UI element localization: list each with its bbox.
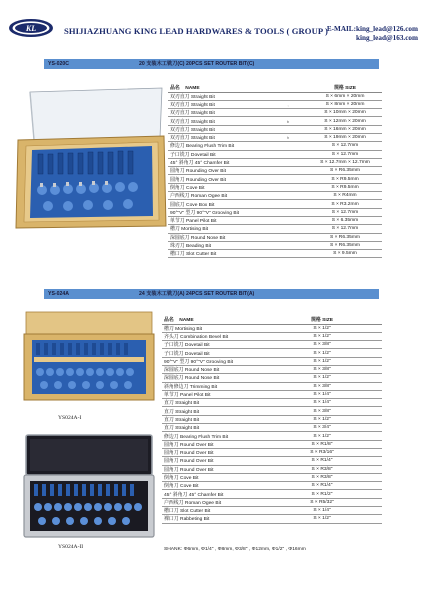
table-row — [168, 133, 382, 141]
row-size: S × 1/2" — [262, 332, 382, 340]
svg-text:KL: KL — [25, 24, 37, 33]
table-row — [162, 424, 382, 432]
table-row — [168, 175, 382, 183]
row-name: 圆底刀 Cove Box Bit — [168, 200, 268, 208]
image-caption-1: YS024A-I — [58, 415, 82, 421]
column-header-size: 规格 SIZE — [308, 84, 382, 92]
row-name: 槽口刀 Slot Cutter Bit — [162, 507, 262, 515]
row-size: S × 1/2" — [262, 374, 382, 382]
row-size: S × 12mm × 20mm — [308, 117, 382, 125]
row-size: S × 3/8" — [262, 382, 382, 390]
table-row — [162, 357, 382, 365]
row-size: S × 12.7mm — [308, 150, 382, 158]
row-name: 户西线刀 Roman Ogee Bit — [168, 192, 268, 200]
row-size: S × 1/2" — [262, 515, 382, 523]
email-contact — [290, 25, 418, 43]
table-row — [168, 158, 382, 166]
row-mark — [268, 150, 308, 158]
row-size: S × R3/8" — [262, 473, 382, 481]
table-row — [162, 490, 382, 498]
row-size: S × 12.7mm — [308, 208, 382, 216]
row-size: S × R5/32" — [262, 498, 382, 506]
email-link-2[interactable]: king_lead@163.com — [356, 34, 418, 42]
parts-table-ys024a — [162, 316, 382, 524]
row-name: 户西线刀 Roman Ogee Bit — [162, 498, 262, 506]
table-header-row — [168, 84, 382, 92]
table-row — [162, 341, 382, 349]
row-name: 深圆底刀 Round Nose Bit — [168, 233, 268, 241]
row-size: S × R1/4" — [262, 482, 382, 490]
row-size: S × 3/8" — [262, 407, 382, 415]
row-name: 槽刀 Mortising Bit — [168, 225, 268, 233]
table-row — [162, 473, 382, 481]
row-name: 深圆底刀 Round Nose Bit — [162, 374, 262, 382]
product-code: YS-024A — [48, 291, 70, 297]
row-size: S × 6.35mm — [308, 216, 382, 224]
image-caption-2: YS024A-II — [58, 544, 84, 550]
table-row — [168, 100, 382, 108]
table-row — [168, 241, 382, 249]
row-name: 双刃直刀 Straight Bit — [168, 100, 268, 108]
row-name: 圆角刀 Round Over Bit — [162, 457, 262, 465]
row-name: 45° 斜角刀 45° Chamfer Bit — [168, 158, 268, 166]
row-size: S × R6.35mm — [308, 233, 382, 241]
section-bar-ys020c — [44, 59, 379, 69]
table-row — [168, 216, 382, 224]
row-size: S × 12.7mm — [308, 225, 382, 233]
row-size: S × R3/8" — [262, 465, 382, 473]
row-name: 倒角刀 Cove Bit — [162, 482, 262, 490]
row-name: 修边刀 Bearing Flush Trim Bit — [168, 142, 268, 150]
table-row — [162, 415, 382, 423]
row-size: S × R6.35mm — [308, 241, 382, 249]
table-row — [162, 457, 382, 465]
row-size: S × R9.5mm — [308, 175, 382, 183]
row-name: 直刀 Straight Bit — [162, 399, 262, 407]
row-name: 双刃直刀 Straight Bit — [168, 125, 268, 133]
row-name: 直刀 Straight Bit — [162, 407, 262, 415]
table-row — [168, 208, 382, 216]
row-size: S × 12.7mm — [308, 142, 382, 150]
table-row — [168, 117, 382, 125]
row-size: S × R1/2" — [262, 490, 382, 498]
row-size: S × 1/4" — [262, 507, 382, 515]
row-size: S × 16mm × 20mm — [308, 125, 382, 133]
table-row — [162, 324, 382, 332]
row-name: 深圆底刀 Round Nose Bit — [162, 365, 262, 373]
row-name: 子口铣刀 Dovetail Bit — [162, 349, 262, 357]
table-row — [162, 374, 382, 382]
row-name: 裸口刀 Rabbeting Bit — [162, 515, 262, 523]
row-mark — [268, 216, 308, 224]
table-row — [162, 482, 382, 490]
table-row — [162, 465, 382, 473]
row-size: S × 1/4" — [262, 399, 382, 407]
row-mark: h — [268, 133, 308, 141]
row-name: 单节刀 Panel Pilot Bit — [162, 390, 262, 398]
section-bar-ys024a — [44, 289, 379, 299]
row-name: 倒角刀 Cove Bit — [168, 183, 268, 191]
company-logo — [8, 18, 54, 38]
table-row — [168, 125, 382, 133]
row-size: S × R4mm — [308, 192, 382, 200]
table-row — [162, 349, 382, 357]
row-name: 齐头刀 Combination Bevel Bit — [162, 332, 262, 340]
column-header-name: 品名 NAME — [162, 316, 262, 324]
email-link-1[interactable]: king_lead@126.com — [356, 25, 418, 33]
row-size: S × 1/2" — [262, 415, 382, 423]
column-header-name: 品名 NAME — [168, 84, 268, 92]
row-mark — [268, 92, 308, 100]
product-title: 20 支装木工铣刀(C) 20PCS SET ROUTER BIT(C) — [139, 61, 255, 67]
row-name: 双刃直刀 Straight Bit — [168, 133, 268, 141]
row-name: 直刀 Straight Bit — [162, 424, 262, 432]
row-size: S × 9.5mm — [308, 250, 382, 258]
parts-table-ys020c — [168, 84, 382, 258]
row-size: S × 3/8" — [262, 341, 382, 349]
table-row — [168, 142, 382, 150]
table-row — [162, 498, 382, 506]
table-row — [162, 440, 382, 448]
row-size: S × 1/2" — [262, 349, 382, 357]
row-size: S × 1/2" — [262, 324, 382, 332]
row-name: 直刀 Straight Bit — [162, 415, 262, 423]
row-name: 双刃直刀 Straight Bit — [168, 117, 268, 125]
row-size: S × 3/4" — [262, 424, 382, 432]
router-bit-set-20pcs-image — [12, 80, 170, 230]
router-bit-set-24pcs-wood-case-image — [20, 310, 158, 402]
row-mark — [268, 208, 308, 216]
row-name: 90°"V" 型刀 90°"V" Grooving Bit — [168, 208, 268, 216]
row-size: S × 12.7mm × 12.7mm — [308, 158, 382, 166]
row-name: 双刃直刀 Straight Bit — [168, 92, 268, 100]
shank-sizes: SHANK: Φ6mm, Φ1/4" , Φ8mm, Φ3/8" , Φ12mm, Φ1/2" , Φ16mm — [164, 547, 306, 552]
email-label: E-MAIL: — [326, 25, 356, 33]
row-size: S × 8mm × 20mm — [308, 100, 382, 108]
row-size: S × 1/4" — [262, 390, 382, 398]
row-mark — [268, 183, 308, 191]
table-row — [168, 109, 382, 117]
row-mark — [268, 125, 308, 133]
row-mark — [268, 167, 308, 175]
row-name: 90°"V" 型刀 90°"V" Grooving Bit — [162, 357, 262, 365]
table-row — [168, 167, 382, 175]
row-name: 珠刃刀 Beading Bit — [168, 241, 268, 249]
table-row — [162, 382, 382, 390]
company-name: SHIJIAZHUANG KING LEAD HARDWARES & TOOLS ( GROUP ) — [64, 26, 328, 36]
page-header — [0, 0, 424, 46]
row-size: S × R6.35mm — [308, 167, 382, 175]
row-name: 45° 斜角刀 45° Chamfer Bit — [162, 490, 262, 498]
product-code: YS-020C — [48, 61, 70, 67]
row-size: S × 1/2" — [262, 432, 382, 440]
table-row — [162, 507, 382, 515]
product-title: 24 支装木工铣刀(A) 24PCS SET ROUTER BIT(A) — [139, 291, 255, 297]
row-size: S × R3/16" — [262, 448, 382, 456]
table-row — [168, 233, 382, 241]
table-row — [162, 399, 382, 407]
row-mark — [268, 200, 308, 208]
column-header-size: 规格 SIZE — [262, 316, 382, 324]
table-row — [162, 365, 382, 373]
row-name: 圆角刀 Round Over Bit — [162, 465, 262, 473]
row-mark — [268, 250, 308, 258]
row-name: 子口铣刀 Dovetail Bit — [168, 150, 268, 158]
row-mark — [268, 233, 308, 241]
row-mark — [268, 142, 308, 150]
table-row — [168, 92, 382, 100]
row-mark — [268, 175, 308, 183]
row-size: S × 6mm × 20mm — [308, 92, 382, 100]
table-row — [162, 332, 382, 340]
table-row — [168, 200, 382, 208]
row-size: S × 3/8" — [262, 365, 382, 373]
table-row — [168, 192, 382, 200]
row-name: 子口铣刀 Dovetail Bit — [162, 341, 262, 349]
table-header-row — [162, 316, 382, 324]
row-mark — [268, 158, 308, 166]
row-mark — [268, 241, 308, 249]
row-name: 圆角刀 Round Over Bit — [162, 448, 262, 456]
row-name: 槽口刀 Slot Cutter Bit — [168, 250, 268, 258]
table-row — [162, 515, 382, 523]
row-name: 双刃直刀 Straight Bit — [168, 109, 268, 117]
table-row — [162, 432, 382, 440]
table-row — [168, 225, 382, 233]
row-mark — [268, 109, 308, 117]
row-size: S × 19mm × 20mm — [308, 133, 382, 141]
table-row — [168, 250, 382, 258]
row-size: S × R9.5mm — [308, 183, 382, 191]
row-size: S × 10mm × 20mm — [308, 109, 382, 117]
router-bit-set-24pcs-aluminum-case-image — [20, 433, 158, 541]
row-size: S × R3.2mm — [308, 200, 382, 208]
row-name: 槽刀 Mortising Bit — [162, 324, 262, 332]
row-mark — [268, 225, 308, 233]
row-size: S × R1/8" — [262, 440, 382, 448]
table-row — [162, 390, 382, 398]
row-mark: b — [268, 117, 308, 125]
row-mark: , — [268, 100, 308, 108]
row-size: S × 1/2" — [262, 357, 382, 365]
table-row — [168, 150, 382, 158]
row-name: 圆角刀 Rounding Over Bit — [168, 167, 268, 175]
table-row — [168, 183, 382, 191]
column-header-mark — [268, 84, 308, 92]
row-mark — [268, 192, 308, 200]
row-name: 倒角刀 Cove Bit — [162, 473, 262, 481]
row-size: S × R1/4" — [262, 457, 382, 465]
table-row — [162, 448, 382, 456]
row-name: 单节刀 Panel Pilot Bit — [168, 216, 268, 224]
table-row — [162, 407, 382, 415]
row-name: 斜角修边刀 Trimming Bit — [162, 382, 262, 390]
row-name: 圆角刀 Round Over Bit — [162, 440, 262, 448]
row-name: 修边刀 Bearing Flush Trim Bit — [162, 432, 262, 440]
row-name: 圆角刀 Rounding Over Bit — [168, 175, 268, 183]
